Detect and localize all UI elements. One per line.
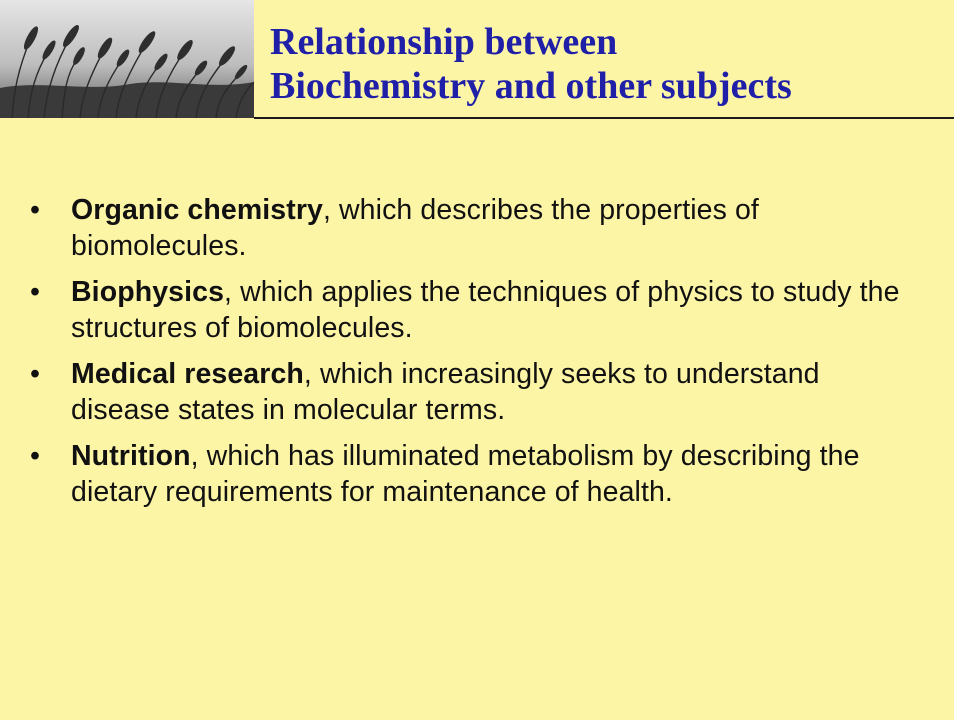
slide-title	[270, 20, 950, 108]
bullet-dot-icon: •	[30, 194, 41, 226]
wheat-field-photo	[0, 0, 254, 118]
bullet-item-nutrition	[30, 438, 910, 510]
bullet-item-organic-chemistry	[30, 192, 910, 264]
bullet-text: , which describes the properties of biomolecules.	[71, 194, 759, 262]
bullet-text: , which applies the techniques of physics to study the structures of biomolecules.	[71, 276, 900, 344]
bullet-item-medical-research	[30, 356, 910, 428]
bullet-list	[30, 192, 910, 520]
bullet-dot-icon: •	[30, 440, 41, 472]
bullet-item-biophysics	[30, 274, 910, 346]
title-divider	[254, 117, 960, 119]
title-line-1: Relationship between	[270, 21, 618, 63]
bullet-text: , which has illuminated metabolism by describing the dietary requirements for maintenance of health.	[71, 440, 860, 508]
bullet-term: Organic chemistry	[71, 194, 323, 226]
title-line-2: Biochemistry and other subjects	[270, 65, 792, 107]
right-edge-strip	[954, 0, 960, 720]
bullet-text: , which increasingly seeks to understand disease states in molecular terms.	[71, 358, 820, 426]
bullet-dot-icon: •	[30, 276, 41, 308]
bullet-term: Biophysics	[71, 276, 225, 308]
bullet-term: Nutrition	[71, 440, 191, 472]
bullet-term: Medical research	[71, 358, 304, 390]
bullet-dot-icon: •	[30, 358, 41, 390]
